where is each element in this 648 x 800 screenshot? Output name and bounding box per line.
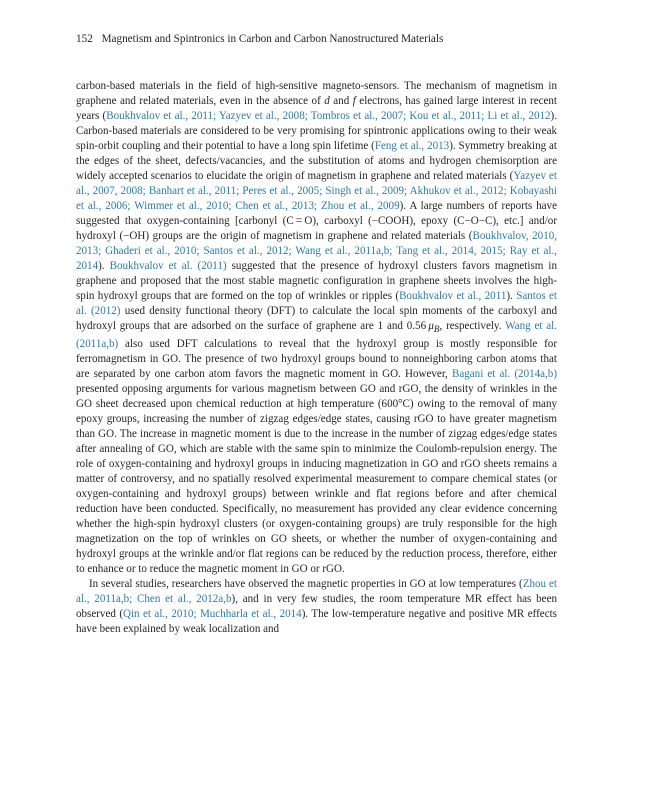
text-run: presented opposing arguments for various magnetism between GO and rGO, the density of wrinkles in the GO sheet decreased upon chemical reduction at high temperature (600°C) owing to the removal of many epoxy groups, increasing the number of zigzag edges/edge states, causing rGO to have greater magnetism than GO. The increase in magnetic moment is due to the increase in the number of zigzag edges/edge states after annealing of GO, which are stable with the same spin to minimize the Coulomb-repulsion energy. The role of oxygen-containing and hydroxyl groups in inducing magnetization in GO and rGO sheets remains a matter of controversy, and no spatially resolved experimental measurement to compare chemical states (or oxygen-containing and hydroxyl groups) between wrinkle and flat regions before and after chemical reduction have been conducted. Specifically, no measurement has provided any clear evidence concerning whether the high-spin hydroxyl clusters (or oxygen-containing groups) are truly responsible for the high magnetization on the top of wrinkles on GO sheets, or whether the number of oxygen-containing and hydroxyl groups at the wrinkle and/or flat regions can be reduced by the reduction process, therefore, either to enhance or to reduce the magnetic moment in GO or rGO. [76,383,557,576]
text-run: ). [98,260,110,272]
citation-link[interactable]: Bagani et al. (2014a,b) [451,368,558,381]
symbol-subscript-b: B [433,324,440,335]
text-run: ). [506,290,517,302]
text-run: carbon-based materials in the field of high-sensitive magneto-sensors. The mechanism of magnetism in graphene and related materials, even in the absence of [76,80,557,107]
text-run: ), and in very few studies, the room temperature MR effect has been observed ( [76,593,557,621]
text-run: and [329,95,353,107]
citation-link[interactable]: Wang et al. (2011a,b) [76,320,557,351]
text-run: used density functional theory (DFT) to calculate the local spin moments of the carboxyl and hydroxyl groups that are adsorbed on the surface of graphene are 1 and 0.56 [76,305,557,332]
text-run: ). Carbon-based materials are considered to be very promising for spintronic applications owing to their weak spin-orbit coupling and their potential to have a long spin lifetime ( [76,110,557,152]
paragraph-1 [76,79,557,577]
symbol-mu: μ [428,320,434,332]
text-run: In several studies, researchers have observed the magnetic properties in GO at low temperatures ( [89,578,523,591]
text-run: ). A large numbers of reports have suggested that oxygen-containing [carbonyl (C = O), carboxyl (−COOH), epoxy (C−O−C), etc.] and/or hydroxyl (−OH) groups are the origin of magnetism in graphene and related materials ( [76,200,557,242]
text-run: also used DFT calculations to reveal that the hydroxyl group is mostly responsible for ferromagnetism in GO. The presence of two hydroxyl groups bound to nonneighboring carbon atoms that are separated by one carbon atom favors the magnetic moment in GO. However, [76,338,557,381]
paragraph-2 [76,577,557,637]
citation-link[interactable]: Qin et al., 2010; Muchharla et al., 2014 [123,608,302,621]
citation-link[interactable]: Zhou et al., 2011a,b; Chen et al., 2012a,b [76,578,558,606]
text-run: suggested that the presence of hydroxyl clusters favors magnetism in graphene and proposed that the most stable magnetic configuration in graphene sheets involves the high-spin hydroxyl groups that are formed on the top of wrinkles or ripples ( [76,260,557,302]
citation-link[interactable]: Boukhvalov, 2010, 2013; Ghaderi et al., 2010; Santos et al., 2012; Wang et al., 2011a,b; Tang et al., 2014, 2015; Ray et al., 2014 [76,230,557,272]
page-number: 152 [76,33,93,45]
text-run: electrons, has gained large interest in recent years ( [76,95,557,122]
symbol-d: d [324,95,330,107]
citation-link[interactable]: Yazyev et al., 2007, 2008; Banhart et al., 2011; Peres et al., 2005; Singh et al., 2009; Akhukov et al., 2012; Kobayashi et al., 2006; Wimmer et al., 2010; Chen et al., 2013; Zhou et al., 2009 [76,170,557,212]
text-run: ). Symmetry breaking at the edges of the sheet, defects/vacancies, and the substitution of atoms and hydrogen chemisorption are widely accepted scenarios to elucidate the origin of magnetism in graphene and related materials ( [76,140,557,182]
citation-link[interactable]: Feng et al., 2013 [374,140,450,152]
citation-link[interactable]: Boukhvalov et al., 2011 [399,290,507,302]
citation-link[interactable]: Boukhvalov et al., 2011; Yazyev et al., 2008; Tombros et al., 2007; Kou et al., 2011; Li et al., 2012 [106,110,551,122]
citation-link[interactable]: Boukhvalov et al. (2011) [109,260,227,272]
body-text [76,79,557,637]
text-run: , respectively. [439,320,506,332]
running-header [76,33,576,45]
running-title: Magnetism and Spintronics in Carbon and Carbon Nanostructured Materials [101,33,444,45]
text-run: ). The low-temperature negative and positive MR effects have been explained by weak localization and [76,608,557,636]
citation-link[interactable]: Santos et al. (2012) [76,290,557,317]
symbol-f: f [352,95,356,107]
